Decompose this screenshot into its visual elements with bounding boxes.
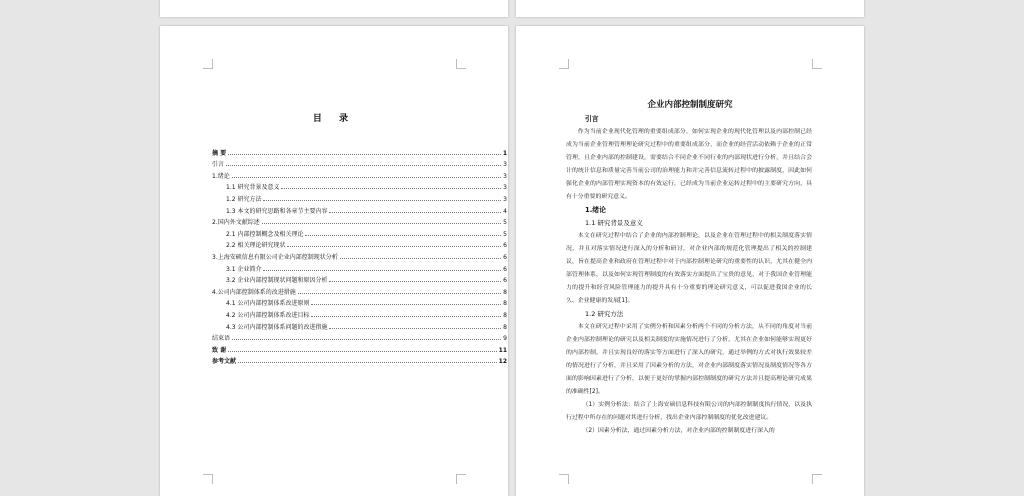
toc-entry-label: 1.1 研究背景及意义 — [226, 184, 280, 192]
toc-entry[interactable] — [212, 331, 507, 343]
text-line: （1）实例分析法：结合了上海安硕信息科技有限公司的内部控制制度执行 — [582, 402, 777, 408]
intro-paragraph — [566, 126, 812, 204]
toc-entry-page: 1 — [502, 149, 507, 157]
text-line: 的研究意义。 — [595, 194, 631, 200]
margin-mark-top-right — [456, 59, 466, 69]
toc-leader-dots — [305, 235, 501, 236]
toc-entry-page: 6 — [503, 253, 507, 261]
toc-entry[interactable] — [212, 238, 507, 250]
text-line: 作为当前企业现代化管理的重要组成部分，如何实现企业的现代化管理以及 — [577, 129, 777, 135]
margin-mark-top-left — [559, 59, 569, 69]
margin-mark-top-left — [203, 59, 213, 69]
text-line: 的研究，通过举例的方式对执行效果较差的情况进行了分析，并且采用了因素分 — [566, 350, 812, 369]
toc-entry-label: 引言 — [212, 161, 225, 169]
toc-entry-label: 3.上海安硕信息有限公司企业内部控制现状分析 — [212, 253, 338, 261]
toc-leader-dots — [287, 246, 501, 247]
toc-entry-label: 4.2 公司内部控制体系改进目标 — [226, 311, 310, 319]
toc-entry-label: 2.国内外文献综述 — [212, 219, 260, 227]
toc-leader-dots — [281, 188, 501, 189]
toc-entry-label: 2.1 内部控制概念及相关理论 — [226, 230, 304, 238]
toc-entry-page: 8 — [503, 311, 507, 319]
toc-entry[interactable] — [212, 191, 507, 203]
toc-entry-label: 致 谢 — [212, 346, 227, 354]
toc-entry-label: 1.3 本文的研究思路和各章节主要内容 — [226, 207, 328, 215]
toc-entry-label: 3.2 企业内部控制现状问题和原因分析 — [226, 277, 328, 285]
toc-leader-dots — [232, 339, 501, 340]
toc-entry-label: 1.绪论 — [212, 172, 230, 180]
text-line: 论研究的重要性的认识，尤其在健全内部管理体系，以及如何实现管理制度的有 — [566, 259, 813, 278]
toc-leader-dots — [311, 316, 501, 317]
toc-list — [212, 145, 507, 365]
toc-entry-page: 12 — [498, 358, 507, 366]
text-line: 以便于更好的掌握内部控制制度的研究方法并且提高理论研究成果的准确性[2]。 — [566, 376, 813, 395]
section-1-2-paragraph — [566, 321, 812, 399]
text-line: 经营活动依赖于企业的正常管理，且企业内部的控制建设，需要结合不同企业不 — [566, 142, 813, 161]
toc-entry[interactable] — [212, 273, 507, 285]
toc-entry-label: 2.2 相关理论研究现状 — [226, 242, 286, 250]
toc-leader-dots — [340, 258, 501, 259]
toc-entry-label: 4.公司内部控制体系的改进措施 — [212, 288, 296, 296]
toc-entry-label: 参考文献 — [212, 358, 237, 366]
section-1-1-paragraph — [566, 230, 812, 308]
intro-heading: 引言 — [585, 115, 599, 123]
toc-leader-dots — [298, 293, 501, 294]
toc-entry[interactable] — [212, 307, 507, 319]
toc-entry-page: 8 — [503, 288, 507, 296]
toc-entry[interactable] — [212, 296, 507, 308]
method-2-paragraph — [566, 425, 812, 438]
toc-entry[interactable] — [212, 249, 507, 261]
toc-entry[interactable] — [212, 145, 507, 157]
toc-leader-dots — [226, 165, 501, 166]
text-line: 理能力和并完善信息流转过程中的披露制度，因此如何强化企业的内部管理实现 — [566, 168, 813, 187]
previous-page-left — [160, 0, 508, 17]
toc-entry[interactable] — [212, 354, 507, 366]
toc-entry-page: 3 — [503, 172, 507, 180]
toc-entry[interactable] — [212, 215, 507, 227]
toc-entry[interactable] — [212, 284, 507, 296]
text-line: 发展[1]。 — [607, 298, 634, 304]
toc-entry-page: 8 — [503, 300, 507, 308]
text-line: 的角度对当前企业内部控制理论的研究以及相关制度的实施情况进行了分析，尤 — [566, 324, 813, 343]
toc-entry-page: 5 — [503, 230, 507, 238]
toc-entry-page: 6 — [503, 277, 507, 285]
text-line: 化改进建议。 — [736, 415, 773, 421]
chapter-1-heading: 1.绪论 — [585, 206, 606, 214]
toc-entry-page: 11 — [498, 346, 507, 354]
toc-title: 目 录 — [312, 114, 356, 124]
toc-entry-page: 4 — [503, 207, 507, 215]
text-line: 管理提出了相关的控制建议，旨在提高企业和政府在管理过程中对于内部控制理 — [566, 246, 813, 265]
document-title: 企业内部控制制度研究 — [647, 100, 733, 110]
toc-leader-dots — [329, 328, 501, 329]
text-line: 本文在研究过程中结合了企业的内部控制理论，以及企业在管理过程中的相 — [577, 233, 777, 239]
text-line: 析的方法，对企业内部制度落实情况及制度情况等各方面的影响因素进行了分析， — [566, 363, 813, 382]
document-body — [566, 113, 812, 438]
text-line: 本文在研究过程中采用了实例分析和因素分析两个不同的分析方法，从不同 — [577, 324, 777, 330]
toc-leader-dots — [238, 362, 497, 363]
toc-entry-page: 5 — [503, 219, 507, 227]
method-1-paragraph — [566, 399, 812, 425]
toc-leader-dots — [311, 304, 501, 305]
text-line: 资本的有效运行，已经成为当前企业运转过程中的主要研究方向，具有十分重要 — [566, 181, 813, 200]
text-line: 效落实方面提出了宝贵的意见，对于我国企业管理能力的提升和经营风险管理能 — [566, 272, 813, 291]
toc-entry-label: 4.3 公司内部控制体系问题的改进措施 — [226, 323, 328, 331]
toc-entry-page: 3 — [503, 195, 507, 203]
text-line: （2）因素分析法，通过因素分析方法，对企业内部的控制制度进行深入的 — [582, 428, 775, 434]
text-line: 情况，以及执行过程中所存在的问题对其进行分析，找出企业内部控制制度的优 — [566, 402, 812, 421]
text-line: 其在企业如何能够实现更好的内部控制，并且实现良好的落实等方面进行了深入 — [566, 337, 813, 356]
toc-entry-label: 4.1 公司内部控制体系改进原则 — [226, 300, 310, 308]
toc-entry-label: 1.2 研究方法 — [226, 195, 262, 203]
toc-entry[interactable] — [212, 157, 507, 169]
toc-entry[interactable] — [212, 226, 507, 238]
toc-entry-label: 结束语 — [212, 335, 231, 343]
toc-leader-dots — [329, 281, 501, 282]
toc-entry[interactable] — [212, 261, 507, 273]
toc-page — [160, 26, 508, 496]
toc-entry-label: 摘 要 — [212, 149, 227, 157]
toc-leader-dots — [263, 200, 501, 201]
toc-entry-page: 6 — [503, 265, 507, 273]
toc-leader-dots — [228, 154, 501, 155]
text-line: 内部控制已经成为当前企业管理管理理论研究过程中的重要组成部分，而企业的 — [566, 129, 813, 148]
text-line: 关制度落实情况，并且对落实情况进行深入的分析和研讨，对企业内部的规范化 — [566, 233, 813, 252]
toc-entry-label: 3.1 企业简介 — [226, 265, 262, 273]
section-1-1-heading: 1.1 研究背景及意义 — [585, 219, 643, 227]
toc-entry[interactable] — [212, 203, 507, 215]
toc-leader-dots — [329, 212, 501, 213]
toc-entry[interactable] — [212, 319, 507, 331]
toc-entry-page: 8 — [503, 323, 507, 331]
toc-entry-page: 3 — [503, 184, 507, 192]
toc-entry-page: 3 — [503, 161, 507, 169]
text-line: 力的提升具有十分重要的理论研究意义，可以促进我国企业的长久、企业健康的 — [566, 285, 813, 304]
text-line: 同行业的内部现状进行分析，并且结合会计的统计信息和质量完善当前公司的治 — [566, 155, 812, 174]
toc-entry[interactable] — [212, 180, 507, 192]
toc-leader-dots — [262, 223, 501, 224]
previous-page-right — [516, 0, 864, 17]
margin-mark-top-right — [812, 59, 822, 69]
toc-entry-page: 6 — [503, 242, 507, 250]
toc-leader-dots — [263, 270, 501, 271]
document-page — [516, 26, 864, 496]
toc-entry[interactable] — [212, 342, 507, 354]
toc-entry-page: 9 — [503, 335, 507, 343]
toc-leader-dots — [228, 351, 497, 352]
toc-leader-dots — [232, 177, 501, 178]
section-1-2-heading: 1.2 研究方法 — [585, 310, 624, 318]
toc-entry[interactable] — [212, 168, 507, 180]
